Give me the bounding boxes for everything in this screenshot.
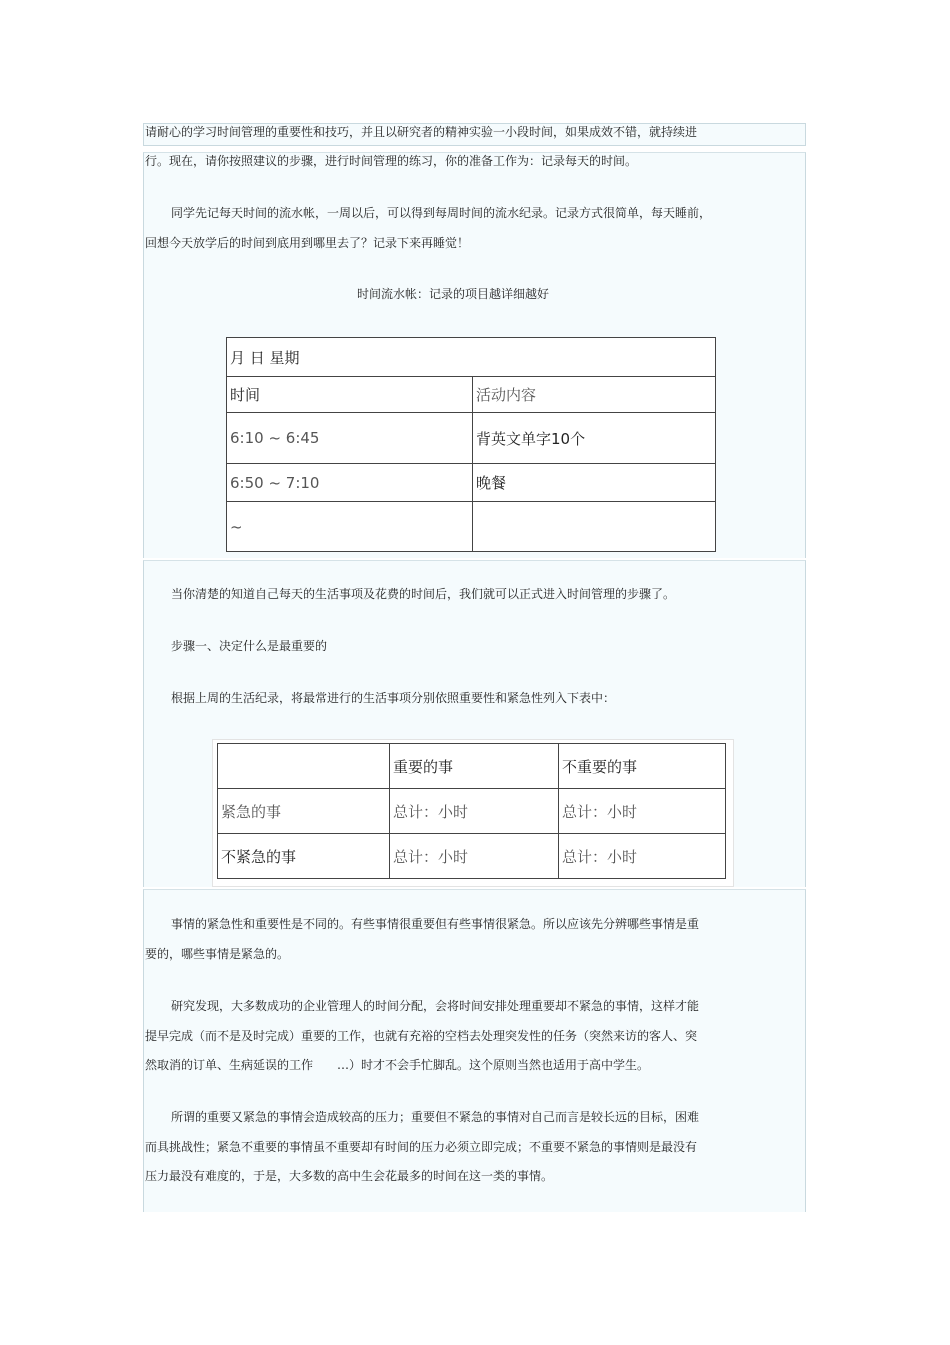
matrix-corner-cell xyxy=(218,744,390,789)
paragraph-urgency-line2: 要的，哪些事情是紧急的。 xyxy=(145,947,290,961)
log-table-col-time: 时间 xyxy=(227,377,473,413)
time-log-table xyxy=(226,337,716,552)
paragraph-intro-line2: 行。现在，请你按照建议的步骤，进行时间管理的练习，你的准备工作为：记录每天的时间。 xyxy=(145,154,638,168)
text-panel-3 xyxy=(143,889,806,1212)
log-table-row-activity: 背英文单字10个 xyxy=(473,413,716,464)
matrix-cell-total: 总计：小时 xyxy=(390,789,559,834)
log-table-caption: 时间流水帐：记录的项目越详细越好 xyxy=(357,287,550,301)
log-table-row-activity xyxy=(473,502,716,552)
paragraph-intro-line1: 请耐心的学习时间管理的重要性和技巧，并且以研究者的精神实验一小段时间，如果成效不错，就持续进 xyxy=(145,125,698,139)
log-table-row-activity: 晚餐 xyxy=(473,464,716,502)
log-table-row-time: ~ xyxy=(227,502,473,552)
paragraph-pressure-line3: 压力最没有难度的，于是，大多数的高中生会花最多的时间在这一类的事情。 xyxy=(145,1169,554,1183)
paragraph-log-line2: 回想今天放学后的时间到底用到哪里去了？记录下来再睡觉！ xyxy=(145,236,470,250)
matrix-cell-total: 总计：小时 xyxy=(390,834,559,879)
matrix-cell-total: 总计：小时 xyxy=(559,834,726,879)
paragraph-matrix-intro: 根据上周的生活纪录，将最常进行的生活事项分别依照重要性和紧急性列入下表中： xyxy=(171,691,616,705)
step-one-heading: 步骤一、决定什么是最重要的 xyxy=(171,639,328,653)
paragraph-steps-intro: 当你清楚的知道自己每天的生活事项及花费的时间后，我们就可以正式进入时间管理的步骤了。 xyxy=(171,587,676,601)
paragraph-urgency-line1: 事情的紧急性和重要性是不同的。有些事情很重要但有些事情很紧急。所以应该先分辨哪些事情是重 xyxy=(171,917,700,931)
log-table-date-header: 月 日 星期 xyxy=(227,338,716,377)
log-table-col-activity: 活动内容 xyxy=(473,377,716,413)
paragraph-pressure-line1: 所谓的重要又紧急的事情会造成较高的压力；重要但不紧急的事情对自己而言是较长远的目标，困难 xyxy=(171,1110,700,1124)
paragraph-log-line1: 同学先记每天时间的流水帐，一周以后，可以得到每周时间的流水纪录。记录方式很简单，每天睡前， xyxy=(171,206,712,220)
log-table-row-time: 6:50 ~ 7:10 xyxy=(227,464,473,502)
matrix-col-important: 重要的事 xyxy=(390,744,559,789)
priority-matrix-table xyxy=(217,743,726,879)
paragraph-research-line2: 提早完成（而不是及时完成）重要的工作，也就有充裕的空档去处理突发性的任务（突然来访的客人、突 xyxy=(145,1029,698,1043)
matrix-cell-total: 总计：小时 xyxy=(559,789,726,834)
paragraph-research-line1: 研究发现，大多数成功的企业管理人的时间分配，会将时间安排处理重要却不紧急的事情，这样才能 xyxy=(171,999,700,1013)
matrix-col-not-important: 不重要的事 xyxy=(559,744,726,789)
paragraph-research-line3: 然取消的订单、生病延误的工作 …）时才不会手忙脚乱。这个原则当然也适用于高中学生。 xyxy=(145,1058,650,1072)
matrix-row-urgent: 紧急的事 xyxy=(218,789,390,834)
matrix-row-not-urgent: 不紧急的事 xyxy=(218,834,390,879)
paragraph-pressure-line2: 而具挑战性；紧急不重要的事情虽不重要却有时间的压力必须立即完成；不重要不紧急的事情则是最没有 xyxy=(145,1140,698,1154)
log-table-row-time: 6:10 ~ 6:45 xyxy=(227,413,473,464)
